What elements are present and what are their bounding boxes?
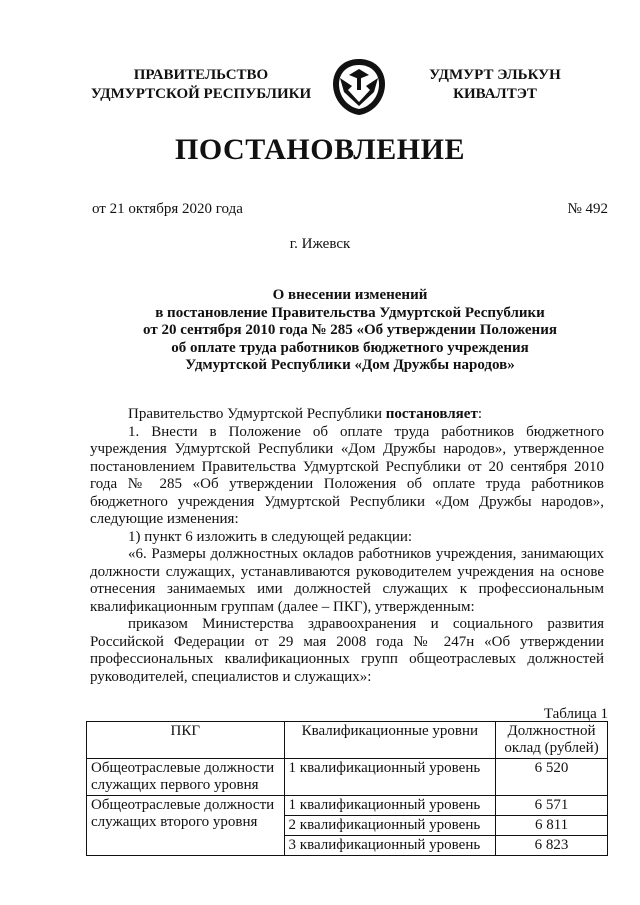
title-line: в постановление Правительства Удмуртской Республики <box>155 304 545 321</box>
table-row <box>87 759 608 796</box>
issuer-name-russian <box>86 66 316 104</box>
issuer-line-2: УДМУРТСКОЙ РЕСПУБЛИКИ <box>90 86 312 102</box>
document-number: № 492 <box>567 201 608 217</box>
level-cell: 3 квалификационный уровень <box>284 836 496 856</box>
salary-cell: 6 520 <box>496 759 608 796</box>
salary-cell: 6 571 <box>496 796 608 816</box>
title-line: от 20 сентября 2010 года № 285 «Об утверждении Положения <box>143 322 557 338</box>
level-cell: 2 квалификационный уровень <box>284 816 496 836</box>
level-cell: 1 квалификационный уровень <box>284 759 496 796</box>
document-title <box>110 287 590 375</box>
document-type: ПОСТАНОВЛЕНИЕ <box>175 133 465 166</box>
paragraph-preamble <box>90 406 604 424</box>
salary-cell: 6 811 <box>496 816 608 836</box>
issuer-name-udmurt <box>420 66 570 104</box>
salary-cell: 6 823 <box>496 836 608 856</box>
header-cell-salary: Должностной оклад (рублей) <box>496 722 608 759</box>
document-body <box>90 406 604 686</box>
pkg-cell: Общеотраслевые должности служащих первого уровня <box>87 759 285 796</box>
coat-of-arms-icon <box>328 56 390 118</box>
issuer-udm-line-1: УДМУРТ ЭЛЬКУН <box>429 67 561 83</box>
document-date: от 21 октября 2020 года <box>92 201 243 217</box>
title-line: Удмуртской Республики «Дом Дружбы народов» <box>185 357 515 373</box>
paragraph-item-1: 1. Внести в Положение об оплате труда работников бюджетного учреждения Удмуртской Республики «Дом Дружбы народов», утвержденное постановлением Правительства Удмуртской Республики от 20 сентября 2010 года № 285 «Об утверждении Положения об оплате труда работников бюджетного учреждения Удмуртской Республики «Дом Дружбы народов», следующие изменения: <box>90 423 604 527</box>
table-row <box>87 796 608 816</box>
header-cell-pkg: ПКГ <box>87 722 285 759</box>
pkg-cell: Общеотраслевые должности служащих второго уровня <box>87 796 285 856</box>
paragraph-clause-6: «6. Размеры должностных окладов работников учреждения, занимающих должности служащих, устанавливаются руководителем учреждения на основе отнесения занимаемых ими должностей служащих к профессиональным квалификационным группам (далее – ПКГ), утвержденным: <box>90 546 604 615</box>
table-header-row <box>87 722 608 759</box>
salary-table <box>86 721 608 856</box>
level-cell: 1 квалификационный уровень <box>284 796 496 816</box>
preamble-text: Правительство Удмуртской Республики <box>128 406 386 422</box>
title-line: об оплате труда работников бюджетного учреждения <box>171 339 529 356</box>
paragraph-subitem-1: 1) пункт 6 изложить в следующей редакции: <box>128 528 413 545</box>
header-cell-level: Квалификационные уровни <box>284 722 496 759</box>
title-line: О внесении изменений <box>272 287 428 303</box>
document-city: г. Ижевск <box>289 236 351 252</box>
issuer-udm-line-2: КИВАЛТЭТ <box>453 86 537 102</box>
preamble-colon: : <box>477 406 482 422</box>
issuer-line-1: ПРАВИТЕЛЬСТВО <box>133 67 269 83</box>
table-caption: Таблица 1 <box>543 706 608 722</box>
paragraph-order-reference: приказом Министерства здравоохранения и социального развития Российской Федерации от 29 мая 2008 года № 247н «Об утверждении профессиональных квалификационных групп общеотраслевых должностей руководителей, специалистов и служащих»: <box>90 616 604 685</box>
preamble-verb: постановляет <box>385 406 478 422</box>
